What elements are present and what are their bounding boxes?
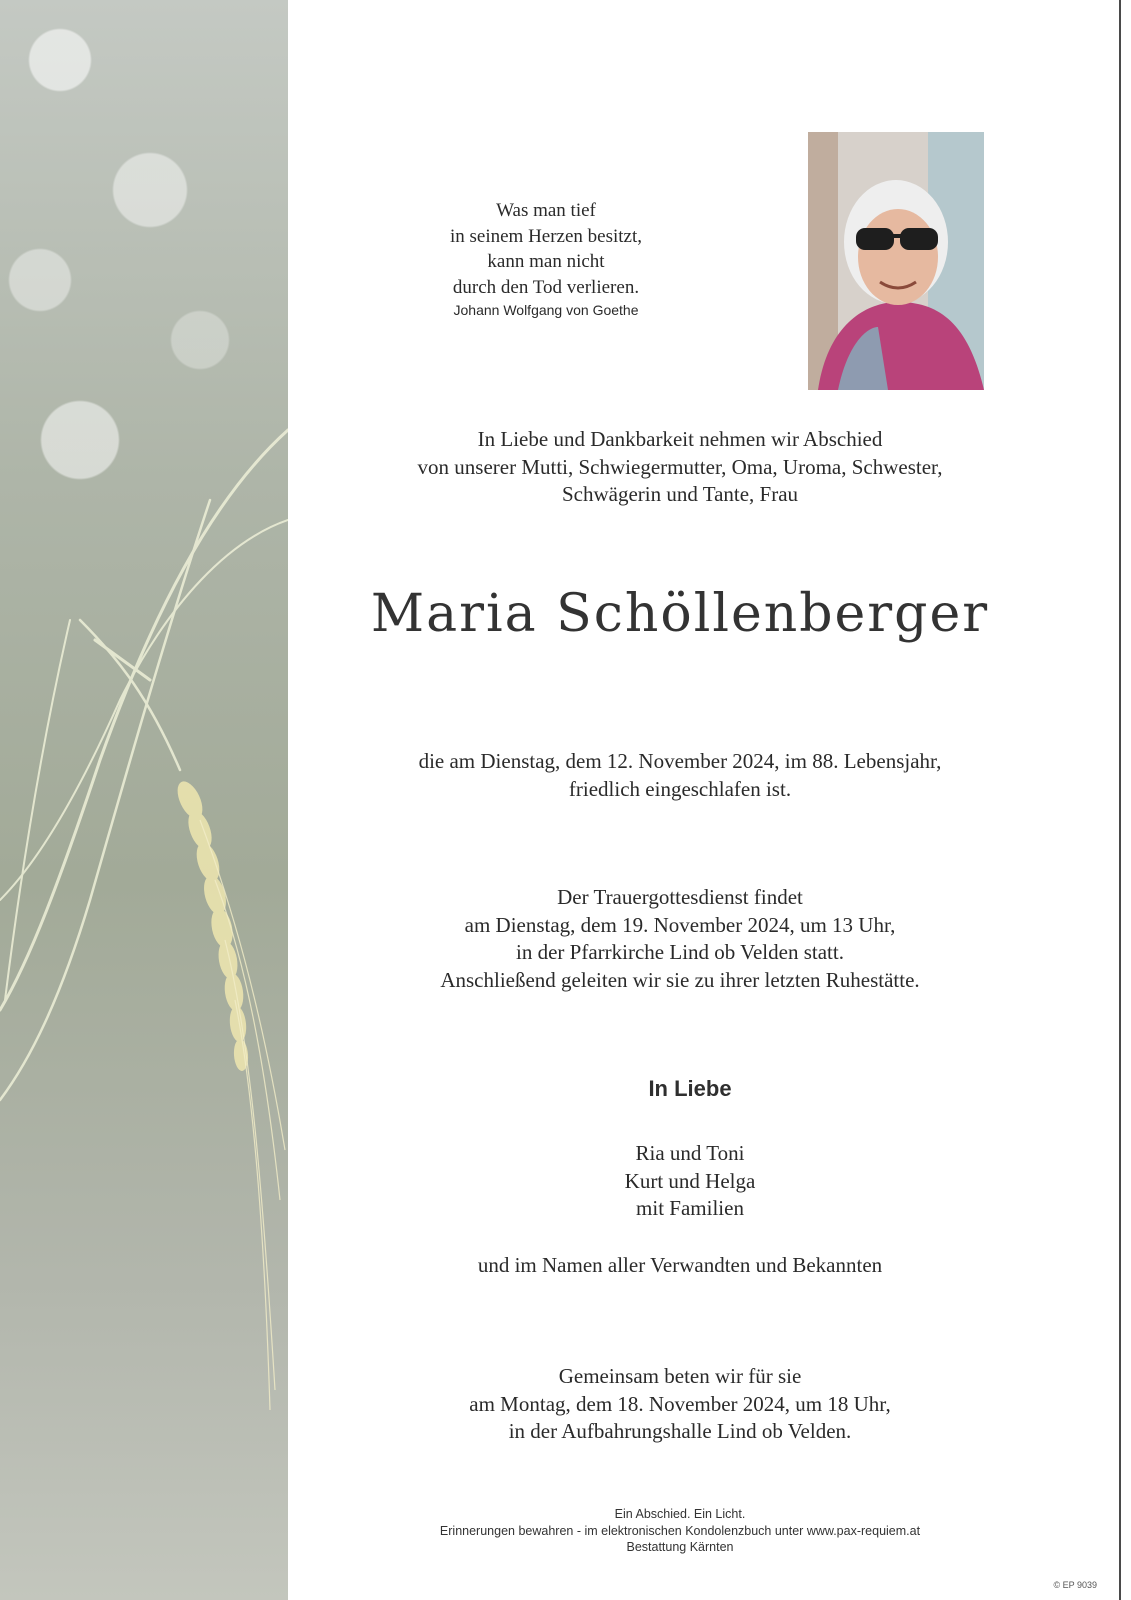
service-line: am Dienstag, dem 19. November 2024, um 13 Uhr, bbox=[464, 912, 896, 937]
funeral-service-info bbox=[340, 884, 1020, 994]
service-line: Der Trauergottesdienst findet bbox=[557, 885, 803, 909]
portrait-photo bbox=[808, 132, 984, 390]
intro-line: Schwägerin und Tante, Frau bbox=[561, 482, 799, 506]
relatives-line: und im Namen aller Verwandten und Bekannten bbox=[477, 1253, 883, 1277]
footer-line: Bestattung Kärnten bbox=[626, 1540, 734, 1554]
farewell-intro bbox=[340, 426, 1020, 509]
quote-block bbox=[396, 198, 696, 320]
quote-author: Johann Wolfgang von Goethe bbox=[453, 302, 639, 318]
prayer-line: Gemeinsam beten wir für sie bbox=[558, 1364, 802, 1388]
in-love-heading: In Liebe bbox=[648, 1076, 732, 1101]
service-line: Anschließend geleiten wir sie zu ihrer letzten Ruhestätte. bbox=[440, 967, 920, 992]
quote-line: in seinem Herzen besitzt, bbox=[449, 225, 643, 247]
family-list bbox=[540, 1140, 840, 1223]
grain-stalk-illustration bbox=[0, 0, 288, 1600]
portrait-illustration bbox=[808, 132, 984, 390]
footer-line: Erinnerungen bewahren - im elektronischen Kondolenzbuch unter www.pax-requiem.at bbox=[439, 1523, 921, 1538]
death-notice-line: friedlich eingeschlafen ist. bbox=[568, 776, 792, 801]
decorative-side-panel bbox=[0, 0, 288, 1600]
prayer-info bbox=[340, 1363, 1020, 1446]
prayer-line: am Montag, dem 18. November 2024, um 18 Uhr, bbox=[469, 1391, 891, 1416]
footer-line: Ein Abschied. Ein Licht. bbox=[614, 1507, 746, 1521]
footer-note bbox=[380, 1506, 980, 1556]
quote-line: kann man nicht bbox=[487, 251, 605, 272]
quote-line: durch den Tod verlieren. bbox=[452, 276, 640, 298]
family-member: mit Familien bbox=[636, 1196, 744, 1220]
family-member: Kurt und Helga bbox=[624, 1168, 756, 1193]
family-member: Ria und Toni bbox=[635, 1141, 745, 1165]
intro-line: von unserer Mutti, Schwiegermutter, Oma, Uroma, Schwester, bbox=[417, 454, 943, 479]
intro-line: In Liebe und Dankbarkeit nehmen wir Abschied bbox=[477, 427, 883, 451]
death-notice-line: die am Dienstag, dem 12. November 2024, im 88. Lebensjahr, bbox=[418, 749, 942, 773]
prayer-line: in der Aufbahrungshalle Lind ob Velden. bbox=[508, 1419, 852, 1443]
print-code: © EP 9039 bbox=[1053, 1580, 1097, 1590]
service-line: in der Pfarrkirche Lind ob Velden statt. bbox=[516, 940, 844, 964]
death-notice bbox=[340, 748, 1020, 803]
quote-line: Was man tief bbox=[496, 200, 596, 221]
scan-edge-line bbox=[1119, 0, 1121, 1600]
deceased-name: Maria Schöllenberger bbox=[370, 584, 990, 644]
